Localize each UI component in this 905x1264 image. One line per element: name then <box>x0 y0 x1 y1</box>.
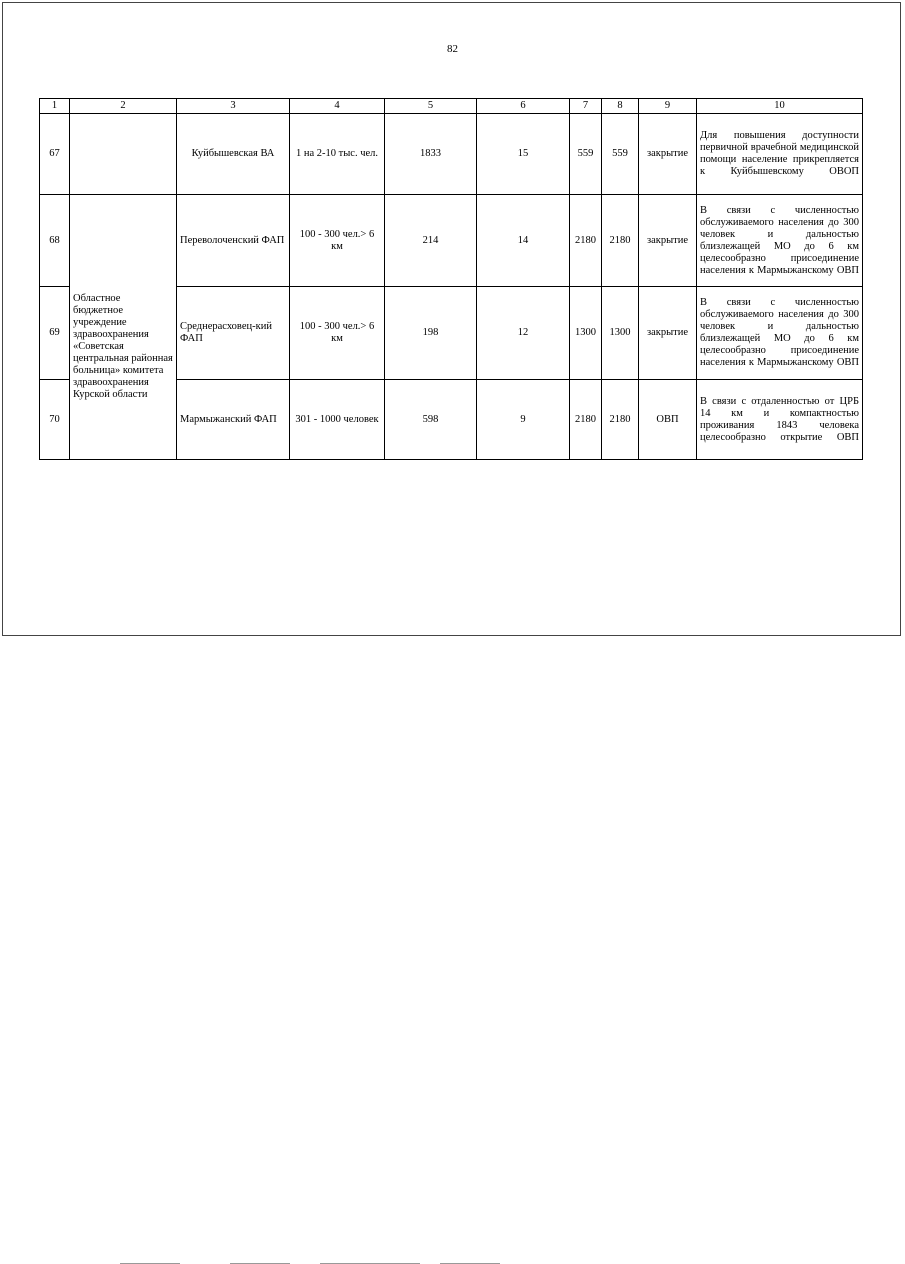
table-row <box>40 195 863 287</box>
page-number: 82 <box>447 43 458 55</box>
note-cell: В связи с отдаленностью от ЦРБ 14 км и компактностью проживания 1843 человека целесообразно открытие ОВП <box>697 380 863 460</box>
cell-col8: 2180 <box>602 380 639 460</box>
data-table <box>39 98 863 460</box>
population-norm: 1 на 2-10 тыс. чел. <box>290 114 385 195</box>
header-cell: 6 <box>477 99 570 114</box>
header-cell: 2 <box>70 99 177 114</box>
cell-col7: 2180 <box>570 380 602 460</box>
cell-col5: 598 <box>385 380 477 460</box>
facility-name: Среднерасховец-кий ФАП <box>177 287 290 380</box>
cell-col5: 1833 <box>385 114 477 195</box>
row-number: 68 <box>40 195 70 287</box>
cell-col8: 559 <box>602 114 639 195</box>
cell-col7: 1300 <box>570 287 602 380</box>
cell-col7: 559 <box>570 114 602 195</box>
table-row <box>40 114 863 195</box>
cell-col6: 12 <box>477 287 570 380</box>
cell-col6: 9 <box>477 380 570 460</box>
population-norm: 100 - 300 чел.> 6 км <box>290 195 385 287</box>
header-cell: 1 <box>40 99 70 114</box>
cell-col6: 14 <box>477 195 570 287</box>
scan-artifacts <box>0 630 905 640</box>
row-number: 70 <box>40 380 70 460</box>
header-cell: 5 <box>385 99 477 114</box>
facility-name: Переволоченский ФАП <box>177 195 290 287</box>
facility-name: Мармыжанский ФАП <box>177 380 290 460</box>
cell-col5: 198 <box>385 287 477 380</box>
cell-col5: 214 <box>385 195 477 287</box>
action-cell: ОВП <box>639 380 697 460</box>
row-number: 67 <box>40 114 70 195</box>
header-cell: 9 <box>639 99 697 114</box>
population-norm: 100 - 300 чел.> 6 км <box>290 287 385 380</box>
organization-cell: Областное бюджетное учреждение здравоохранения «Советская центральная районная больница» комитета здравоохранения Курской области <box>70 195 177 460</box>
header-cell: 4 <box>290 99 385 114</box>
header-cell: 8 <box>602 99 639 114</box>
header-cell: 10 <box>697 99 863 114</box>
header-row <box>40 99 863 114</box>
action-cell: закрытие <box>639 287 697 380</box>
note-cell: Для повышения доступности первичной врачебной медицинской помощи население прикрепляется к Куйбышевскому ОВОП <box>697 114 863 195</box>
action-cell: закрытие <box>639 114 697 195</box>
cell-col7: 2180 <box>570 195 602 287</box>
cell-col8: 2180 <box>602 195 639 287</box>
cell-col6: 15 <box>477 114 570 195</box>
facility-name: Куйбышевская ВА <box>177 114 290 195</box>
header-cell: 3 <box>177 99 290 114</box>
org-cell-empty <box>70 114 177 195</box>
note-cell: В связи с численностью обслуживаемого населения до 300 человек и дальностью близлежащей МО до 6 км целесообразно присоединение населения к Мармыжанскому ОВП <box>697 287 863 380</box>
row-number: 69 <box>40 287 70 380</box>
cell-col8: 1300 <box>602 287 639 380</box>
header-cell: 7 <box>570 99 602 114</box>
population-norm: 301 - 1000 человек <box>290 380 385 460</box>
action-cell: закрытие <box>639 195 697 287</box>
note-cell: В связи с численностью обслуживаемого населения до 300 человек и дальностью близлежащей МО до 6 км целесообразно присоединение населения к Мармыжанскому ОВП <box>697 195 863 287</box>
